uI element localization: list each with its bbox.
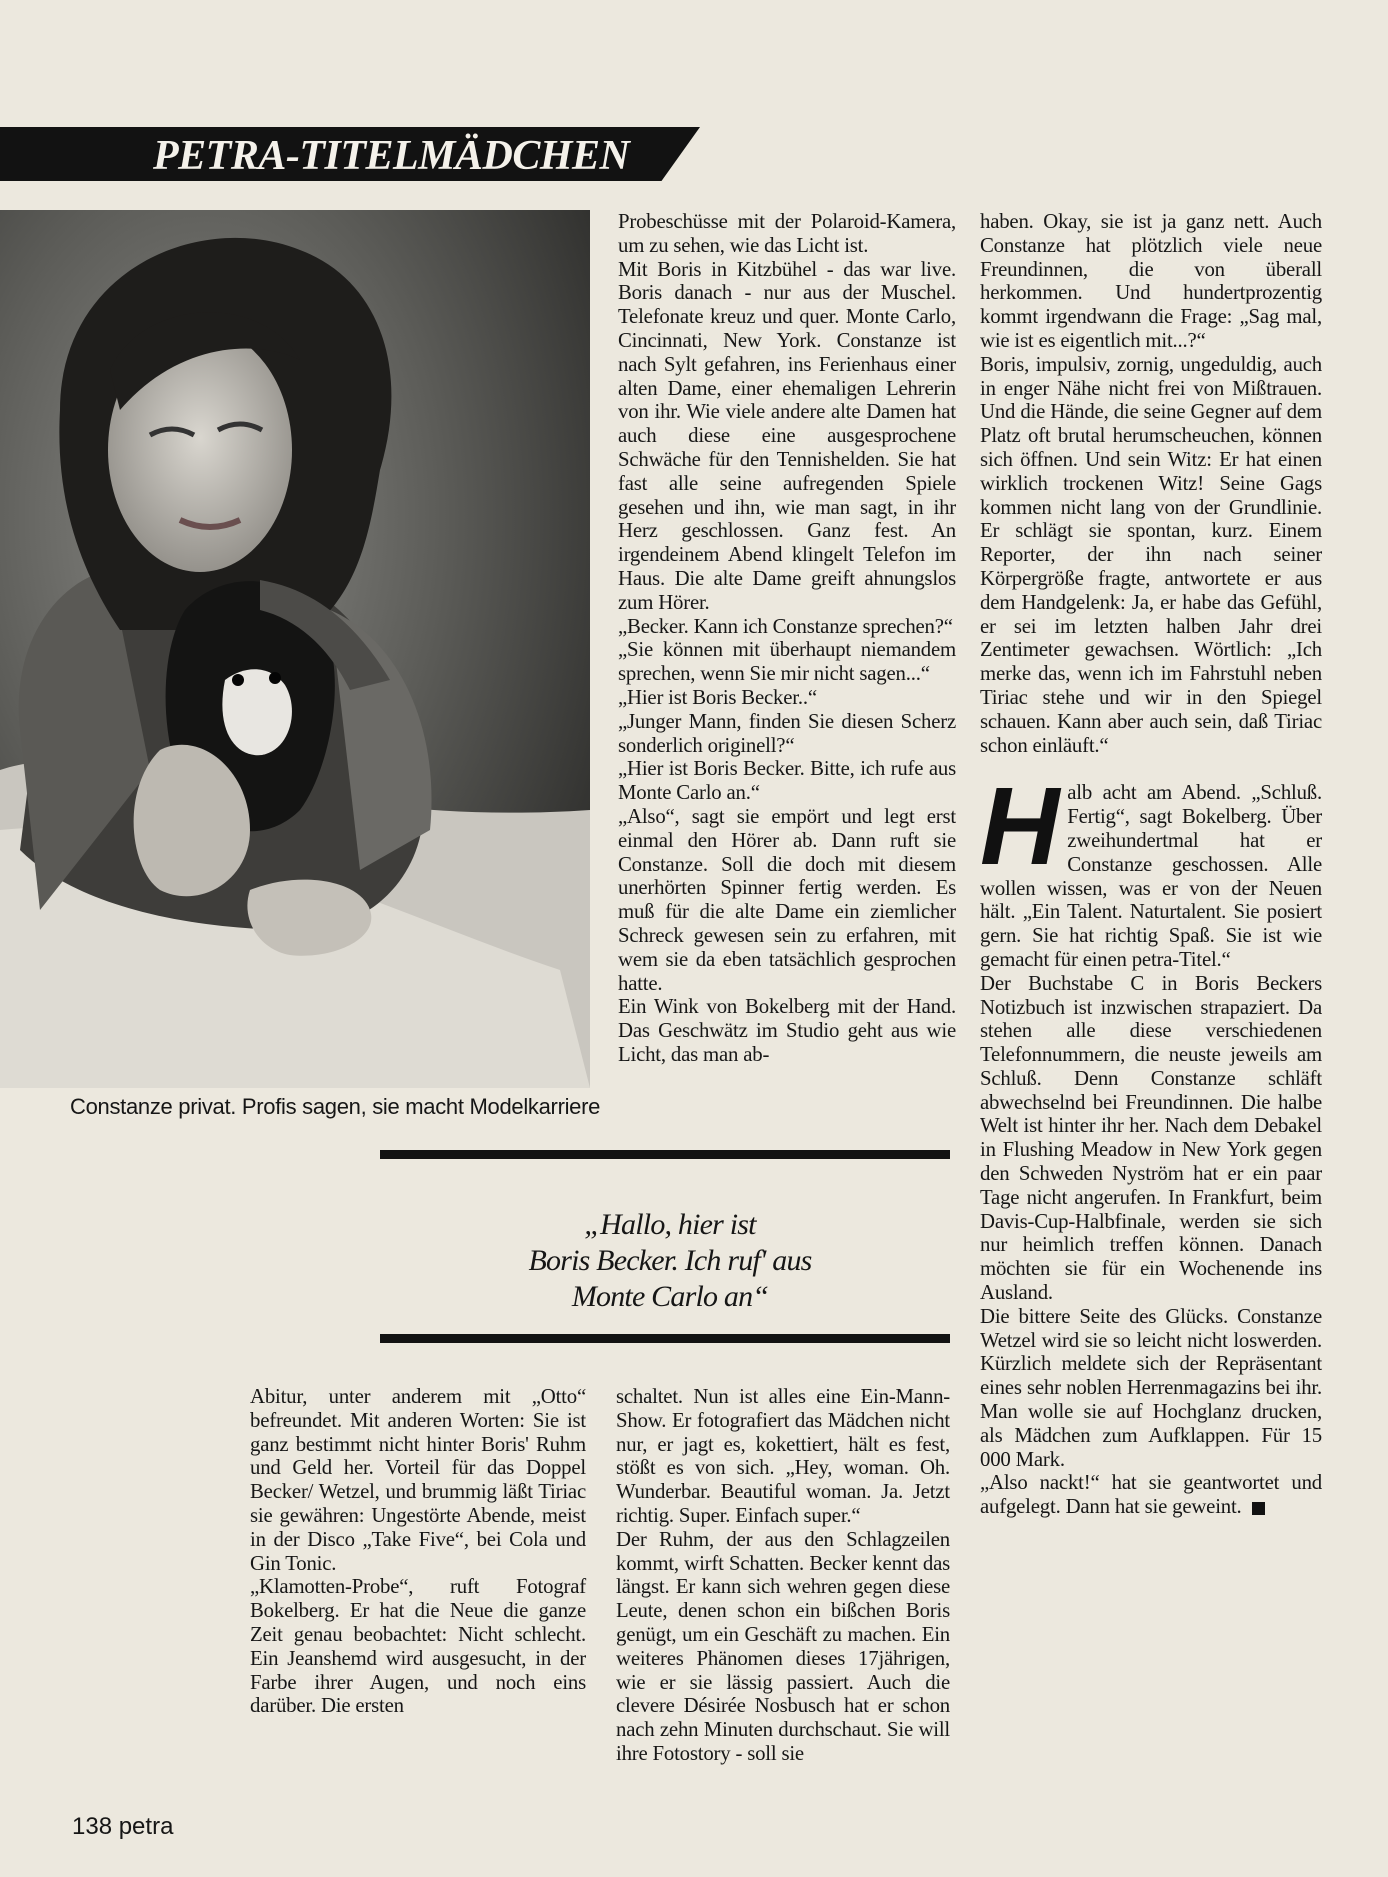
paragraph-with-dropcap (980, 765, 1322, 971)
paragraph: Der Buchstabe C in Boris Beckers Notizbuch ist inzwischen strapaziert. Da stehen alle diese verschiedenen Telefonnummern, die neuste jeweils am Schluß. Denn Constanze schläft abwechselnd bei Freundinnen. Die halbe Welt ist hinter ihr her. Nach dem Debakel in Flushing Meadow in New York gegen den Schweden Nyström hat er ein paar Tage nicht angerufen. In Frankfurt, beim Davis-Cup-Halbfinale, werden sie sich nur heimlich treffen können. Danach möchten sie für ein Wochenende ins Ausland. (980, 971, 1322, 1305)
paragraph-text: alb acht am Abend. „Schluß. Fertig“, sagt Bokelberg. Über zweihundertmal hat er Constanze geschossen. Alle wollen wissen, was er von der Neuen hält. „Ein Talent. Naturtalent. Sie posiert gern. Sie hat richtig Spaß. Sie ist wie gemacht für einen petra-Titel.“ (980, 781, 1322, 971)
pull-quote-top-rule (380, 1150, 950, 1159)
paragraph: „Hier ist Boris Becker..“ (618, 685, 817, 709)
pull-quote (380, 1207, 960, 1315)
pull-quote-line: Boris Becker. Ich ruf' aus (528, 1244, 812, 1277)
paragraph-text: „Also nackt!“ hat sie geantwortet und aufgelegt. Dann hat sie geweint. (980, 1471, 1322, 1519)
article-column-2 (980, 210, 1322, 1519)
photo-caption: Constanze privat. Profis sagen, sie macht Modelkarriere (70, 1094, 601, 1119)
paragraph: „Sie können mit überhaupt niemandem sprechen, wenn Sie mir nicht sagen...“ (618, 638, 956, 686)
paragraph: „Also“, sagt sie empört und legt erst einmal den Hörer ab. Dann ruft sie Constanze. Soll die doch mit diesem unerhörten Spinner fertig werden. Es muß für die alte Dame ein ziemlicher Schreck gewesen sein zu erfahren, mit wem sie da eben tatsächlich gesprochen hatte. (618, 804, 956, 995)
paragraph: Mit Boris in Kitzbühel - das war live. Boris danach - nur aus der Muschel. Telefonate kreuz und quer. Monte Carlo, Cincinnati, New York. Constanze ist nach Sylt gefahren, ins Ferienhaus einer alten Dame, einer ehemaligen Lehrerin von ihr. Wie viele andere alte Damen hat auch diese eine ausgesprochene Schwäche für den Tennishelden. Sie hat fast alle seine aufregenden Spiele gesehen und ihn, wie man sagt, in ihr Herz geschlossen. Ganz fest. An irgendeinem Abend klingelt Telefon im Haus. Die alte Dame greift ahnungslos zum Hörer. (618, 257, 956, 614)
portrait-photo (0, 210, 590, 1088)
article-column-3 (250, 1385, 586, 1718)
pull-quote-line: Monte Carlo an“ (571, 1280, 769, 1313)
paragraph: Der Ruhm, der aus den Schlagzeilen kommt, wirft Schatten. Becker kennt das längst. Er kann sich wehren gegen diese Leute, denen schon ein bißchen Boris genügt, um ein Geschäft zu machen. Ein weiteres Phänomen dieses 17jährigen, wie er sie lässig passiert. Auch die clevere Désirée Nosbusch hat er schon nach zehn Minuten durchschaut. Sie will ihre Fotostory - soll sie (616, 1527, 950, 1765)
paragraph: „Becker. Kann ich Constanze sprechen?“ (618, 614, 953, 638)
paragraph: Ein Wink von Bokelberg mit der Hand. Das Geschwätz im Studio geht aus wie Licht, das man ab- (618, 995, 956, 1066)
paragraph (980, 1471, 1322, 1519)
photo-illustration (0, 210, 590, 1088)
paragraph: schaltet. Nun ist alles eine Ein-Mann-Show. Er fotografiert das Mädchen nicht nur, er jagt es, kokettiert, hält es fest, stößt es von sich. „Hey, woman. Oh. Wunderbar. Beautiful woman. Ja. Jetzt richtig. Super. Einfach super.“ (616, 1385, 950, 1527)
paragraph: Boris, impulsiv, zornig, ungeduldig, auch in enger Nähe nicht frei von Mißtrauen. Und die Hände, die seine Gegner auf dem Platz oft brutal herumscheuchen, können sich öffnen. Und sein Witz: Er hat einen wirklich trockenen Witz! Seine Gags kommen nicht lang von der Grundlinie. Er schlägt sie spontan, kurz. Einem Reporter, der ihn nach seiner Körpergröße fragte, antwortete er aus dem Handgelenk: Ja, er habe das Gefühl, er sei im letzten halben Jahr drei Zentimeter gewachsen. Wörtlich: „Ich merke das, wenn ich im Fahrstuhl neben Tiriac stehe und wir in den Spiegel schauen. Kann aber auch sein, daß Tiriac schon einläuft.“ (980, 352, 1322, 757)
article-column-4 (616, 1385, 950, 1766)
article-column-1 (618, 210, 956, 1067)
page-title: PETRA-TITELMÄDCHEN (153, 133, 630, 179)
paragraph: Abitur, unter anderem mit „Otto“ befreundet. Mit anderen Worten: Sie ist ganz bestimmt nicht hinter Boris' Ruhm und Geld her. Vorteil für das Doppel Becker/ Wetzel, und brummig läßt Tiriac sie gewähren: Ungestörte Abende, meist in der Disco „Take Five“, bei Cola und Gin Tonic. (250, 1385, 586, 1575)
end-of-article-mark (1252, 1502, 1265, 1515)
page-number: 138 petra (72, 1813, 174, 1840)
paragraph: Probeschüsse mit der Polaroid-Kamera, um zu sehen, wie das Licht ist. (618, 210, 956, 257)
pull-quote-line: „Hallo, hier ist (584, 1208, 756, 1241)
paragraph: Die bittere Seite des Glücks. Constanze Wetzel wird sie so leicht nicht loswerden. Kürzlich meldete sich der Repräsentant eines sehr noblen Herrenmagazins bei ihr. Man wolle sie auf Hochglanz drucken, als Mädchen zum Aufklappen. Für 15 000 Mark. (980, 1304, 1322, 1471)
dropcap-letter: H (980, 765, 1060, 889)
paragraph: „Klamotten-Probe“, ruft Fotograf Bokelberg. Er hat die Neue die ganze Zeit genau beobachtet: Nicht schlecht. Ein Jeanshemd wird ausgesucht, in der Farbe ihrer Augen, und noch eins darüber. Die ersten (250, 1575, 586, 1718)
paragraph: „Junger Mann, finden Sie diesen Scherz sonderlich originell?“ (618, 709, 956, 757)
paragraph: haben. Okay, sie ist ja ganz nett. Auch Constanze hat plötzlich viele neue Freundinnen, die von überall herkommen. Und hundertprozentig kommt irgendwann die Frage: „Sag mal, wie ist es eigentlich mit...?“ (980, 210, 1322, 352)
pull-quote-bottom-rule (380, 1334, 950, 1343)
paragraph: „Hier ist Boris Becker. Bitte, ich rufe aus Monte Carlo an.“ (618, 757, 956, 805)
